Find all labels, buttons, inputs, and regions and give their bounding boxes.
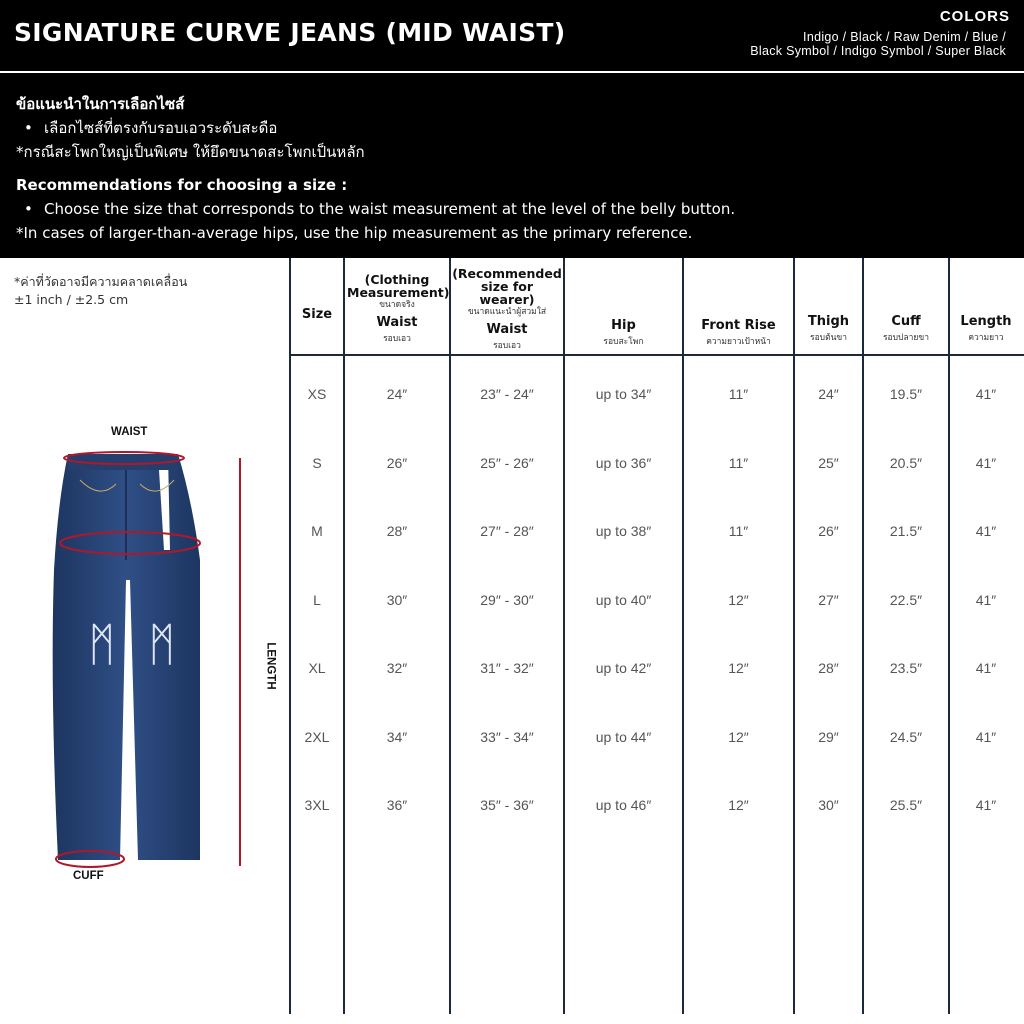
th-recommendation-bullet [24, 116, 277, 140]
header-thigh-label: Thigh [807, 314, 850, 329]
header-hip-th: รอบสะโพก [603, 337, 644, 347]
en-recommendation-bullet [24, 200, 735, 218]
header-divider [0, 71, 1024, 73]
header-clothing-waist-th: รอบเอว [383, 334, 411, 344]
cell-clothing-waist: 36″ [386, 797, 408, 813]
cell-length: 41″ [975, 660, 997, 676]
cell-recommended-waist: 23″ - 24″ [480, 386, 534, 402]
bullet-icon: • [24, 119, 33, 137]
cell-recommended-waist: 33″ - 34″ [480, 729, 534, 745]
column-divider [793, 258, 795, 1014]
cell-cuff: 21.5″ [889, 523, 923, 539]
page-title: SIGNATURE CURVE JEANS (MID WAIST) [14, 18, 566, 47]
cell-front-rise: 12″ [728, 660, 749, 676]
header-thigh [795, 310, 862, 348]
th-recommendation-note: *กรณีสะโพกใหญ่เป็นพิเศษ ให้ยึดขนาดสะโพกเป็นหลัก [16, 143, 365, 161]
header-clothing-measurement-th: ขนาดจริง [379, 300, 415, 310]
cell-size: S [312, 455, 322, 471]
cell-thigh: 24″ [818, 386, 839, 402]
column-divider [449, 258, 451, 1014]
cell-hip: up to 36″ [595, 455, 652, 471]
cell-clothing-waist: 34″ [386, 729, 408, 745]
cell-clothing-waist: 28″ [386, 523, 408, 539]
cell-size: 2XL [304, 729, 330, 745]
cell-cuff: 22.5″ [889, 592, 923, 608]
cell-size: M [311, 523, 323, 539]
en-recommendation-note: *In cases of larger-than-average hips, use the hip measurement as the primary reference. [16, 224, 693, 242]
cell-recommended-waist: 29″ - 30″ [480, 592, 534, 608]
length-label: LENGTH [264, 642, 277, 690]
header-hip [565, 314, 682, 352]
tolerance-note-th: *ค่าที่วัดอาจมีความคลาดเคลื่อน [14, 274, 188, 289]
table-border-left [289, 258, 291, 1014]
cell-thigh: 25″ [818, 455, 839, 471]
cell-recommended-waist: 35″ - 36″ [480, 797, 534, 813]
left-symbol-icon: ᛗ [88, 617, 116, 671]
cell-thigh: 29″ [818, 729, 839, 745]
column-divider [343, 258, 345, 1014]
cell-length: 41″ [975, 729, 997, 745]
cell-cuff: 23.5″ [889, 660, 923, 676]
cell-front-rise: 12″ [728, 592, 749, 608]
cell-clothing-waist: 26″ [386, 455, 408, 471]
header-length [950, 310, 1022, 348]
cell-cuff: 24.5″ [889, 729, 923, 745]
cell-thigh: 27″ [818, 592, 839, 608]
en-recommendation-heading: Recommendations for choosing a size : [16, 176, 348, 194]
cell-size: XS [307, 386, 327, 402]
header-cuff-th: รอบปลายขา [882, 333, 929, 343]
cell-cuff: 25.5″ [889, 797, 923, 813]
colors-list-line-1: Indigo / Black / Raw Denim / Blue / [803, 30, 1006, 44]
header-length-label: Length [960, 314, 1012, 329]
th-bullet-text: เลือกไซส์ที่ตรงกับรอบเอวระดับสะดือ [44, 119, 278, 137]
cell-size: 3XL [304, 797, 330, 813]
cell-front-rise: 11″ [728, 455, 749, 471]
colors-heading: COLORS [939, 8, 1010, 25]
column-divider [862, 258, 864, 1014]
bullet-icon: • [24, 200, 33, 218]
header-recommended-label: (Recommended size for wearer) [452, 265, 562, 307]
header-cuff-label: Cuff [891, 314, 921, 329]
cell-cuff: 19.5″ [889, 386, 923, 402]
header-clothing-waist-label: Waist [376, 315, 418, 330]
cell-hip: up to 46″ [595, 797, 652, 813]
header-clothing-waist [345, 266, 449, 352]
cell-thigh: 28″ [818, 660, 839, 676]
header-front-rise-th: ความยาวเป้าหน้า [706, 337, 771, 347]
header-clothing-measurement-label: (Clothing Measurement) [347, 272, 450, 300]
header-recommended-waist [451, 266, 563, 352]
header-size-label: Size [301, 307, 333, 322]
cell-clothing-waist: 30″ [386, 592, 408, 608]
cell-front-rise: 11″ [728, 523, 749, 539]
en-bullet-text: Choose the size that corresponds to the waist measurement at the level of the belly button. [44, 200, 736, 218]
th-recommendation-heading: ข้อแนะนำในการเลือกไซส์ [16, 95, 185, 113]
cell-thigh: 26″ [818, 523, 839, 539]
cell-front-rise: 12″ [728, 729, 749, 745]
header-recommended-waist-label: Waist [486, 321, 528, 337]
column-divider [563, 258, 565, 1014]
cell-length: 41″ [975, 455, 997, 471]
cell-clothing-waist: 24″ [386, 386, 408, 402]
cell-hip: up to 38″ [595, 523, 652, 539]
header-recommended-th: ขนาดแนะนำผู้สวมใส่ [467, 306, 547, 317]
cell-recommended-waist: 31″ - 32″ [480, 660, 534, 676]
cell-length: 41″ [975, 592, 997, 608]
cell-hip: up to 40″ [595, 592, 652, 608]
header-thigh-th: รอบต้นขา [810, 333, 847, 343]
header-hip-label: Hip [611, 318, 636, 333]
jeans-illustration [40, 440, 280, 880]
cell-front-rise: 11″ [728, 386, 749, 402]
cell-recommended-waist: 27″ - 28″ [480, 523, 534, 539]
cell-size: L [313, 592, 321, 608]
header-length-th: ความยาว [968, 333, 1004, 343]
column-divider [948, 258, 950, 1014]
cell-thigh: 30″ [818, 797, 839, 813]
header-size [291, 300, 343, 330]
waist-label: WAIST [111, 426, 148, 438]
header-front-rise-label: Front Rise [701, 318, 776, 333]
cell-size: XL [308, 660, 326, 676]
header-cuff [864, 310, 948, 348]
colors-list-line-2: Black Symbol / Indigo Symbol / Super Black [750, 44, 1006, 58]
tolerance-note-values: ±1 inch / ±2.5 cm [14, 292, 129, 307]
column-divider [682, 258, 684, 1014]
header-row-divider [290, 354, 1024, 356]
cell-length: 41″ [975, 523, 997, 539]
right-symbol-icon: ᛗ [148, 617, 176, 671]
cell-length: 41″ [975, 386, 997, 402]
cuff-label: CUFF [73, 870, 104, 882]
header-front-rise [684, 314, 793, 352]
cell-cuff: 20.5″ [889, 455, 923, 471]
header-banner [0, 0, 1024, 258]
cell-hip: up to 42″ [595, 660, 652, 676]
cell-length: 41″ [975, 797, 997, 813]
cell-hip: up to 44″ [595, 729, 652, 745]
header-recommended-waist-th: รอบเอว [493, 340, 521, 351]
cell-recommended-waist: 25″ - 26″ [480, 455, 534, 471]
cell-clothing-waist: 32″ [386, 660, 408, 676]
cell-hip: up to 34″ [595, 386, 652, 402]
cell-front-rise: 12″ [728, 797, 749, 813]
